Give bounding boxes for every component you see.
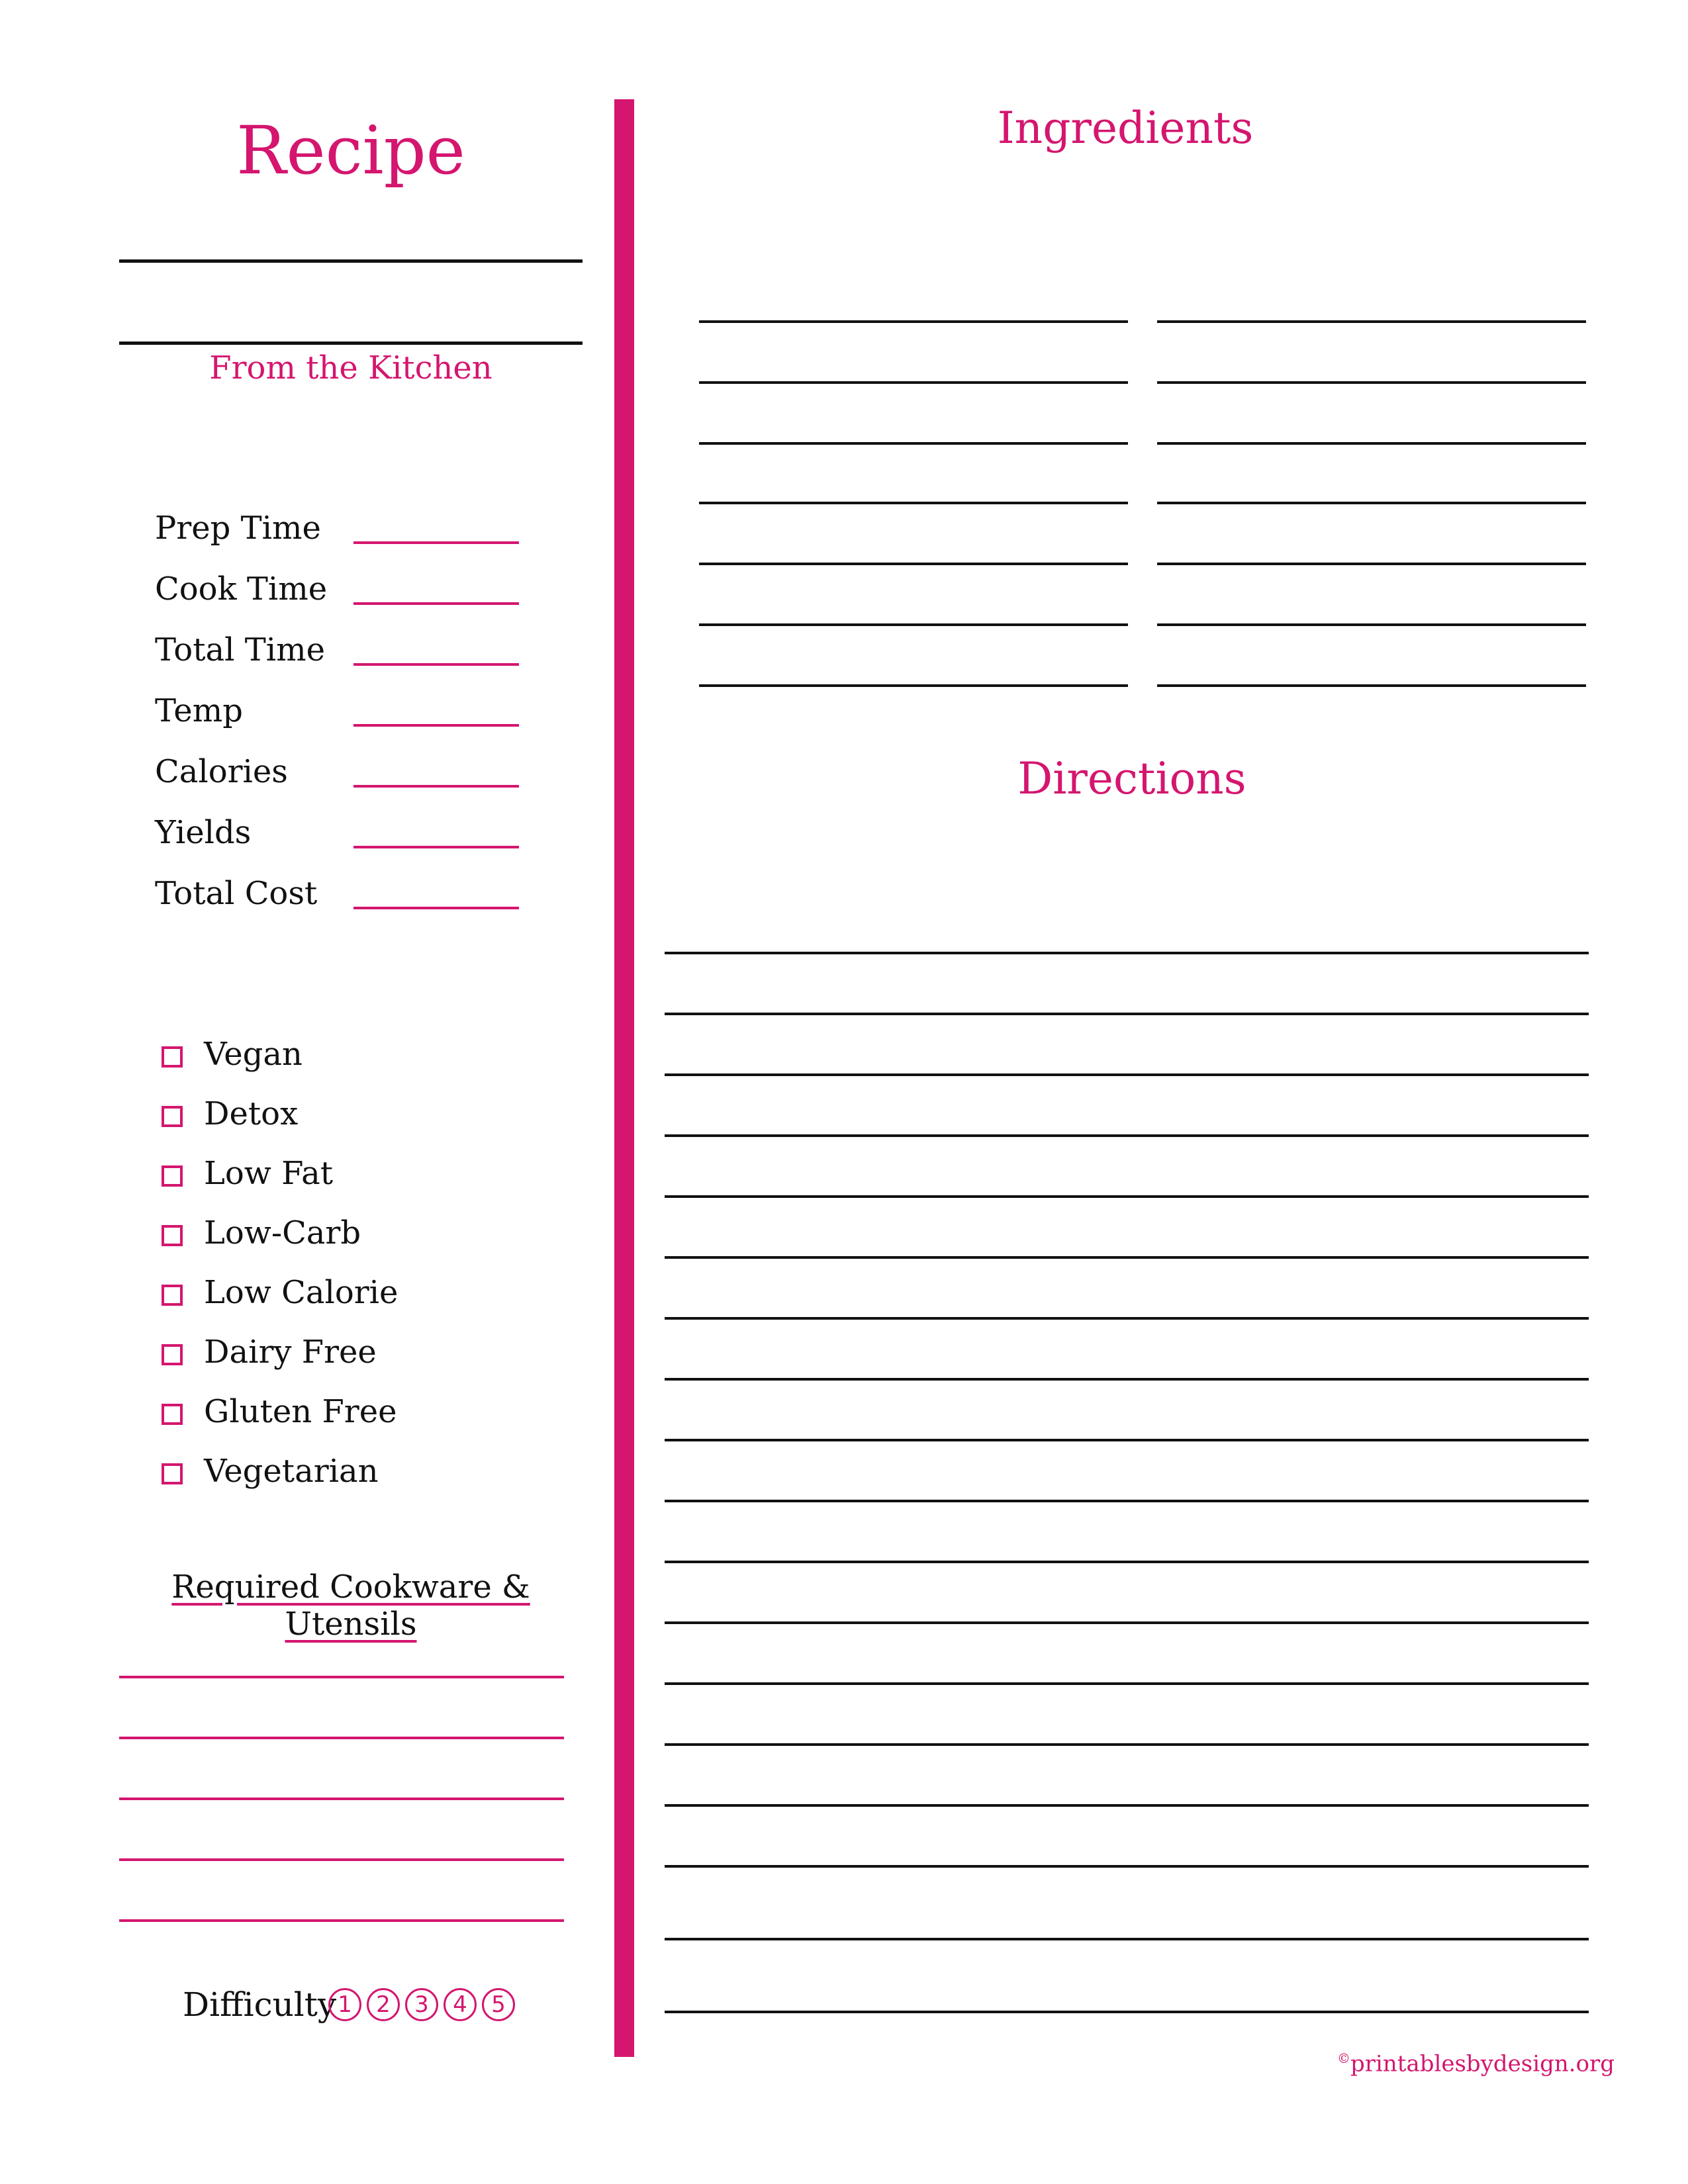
- direction-line[interactable]: [665, 1013, 1589, 1015]
- info-blank-line[interactable]: [353, 785, 519, 788]
- direction-line[interactable]: [665, 1134, 1589, 1137]
- direction-line[interactable]: [665, 1439, 1589, 1441]
- info-row-prep-time: [155, 510, 526, 549]
- info-label: Temp: [155, 692, 243, 729]
- ingredient-line[interactable]: [699, 502, 1128, 504]
- difficulty-level-3[interactable]: 3: [405, 1988, 438, 2021]
- credit-text: printablesbydesign.org: [1350, 2050, 1615, 2077]
- checkbox-icon[interactable]: [162, 1106, 183, 1127]
- ingredient-line[interactable]: [699, 442, 1128, 445]
- directions-heading: Directions: [1017, 753, 1246, 804]
- info-label: Yields: [155, 814, 252, 851]
- diet-label: Vegetarian: [204, 1453, 379, 1490]
- from-the-kitchen-label: From the Kitchen: [209, 349, 492, 387]
- difficulty-label: Difficulty: [183, 1985, 337, 2024]
- cookware-line[interactable]: [119, 1676, 564, 1678]
- diet-label: Low Calorie: [204, 1274, 399, 1311]
- direction-line[interactable]: [665, 1804, 1589, 1807]
- info-row-temp: [155, 692, 526, 732]
- checkbox-icon[interactable]: [162, 1046, 183, 1068]
- direction-line[interactable]: [665, 1682, 1589, 1685]
- info-label: Total Time: [155, 631, 325, 668]
- ingredient-line[interactable]: [1157, 320, 1586, 323]
- column-divider: [614, 99, 634, 2057]
- direction-line[interactable]: [665, 1621, 1589, 1624]
- difficulty-level-1[interactable]: 1: [328, 1988, 361, 2021]
- ingredient-line[interactable]: [1157, 563, 1586, 565]
- checkbox-icon[interactable]: [162, 1285, 183, 1306]
- direction-line[interactable]: [665, 1073, 1589, 1076]
- cookware-line[interactable]: [119, 1858, 564, 1861]
- cookware-line[interactable]: [119, 1919, 564, 1922]
- direction-line[interactable]: [665, 1561, 1589, 1563]
- ingredient-line[interactable]: [1157, 623, 1586, 626]
- ingredient-line[interactable]: [1157, 442, 1586, 445]
- diet-label: Detox: [204, 1095, 299, 1132]
- diet-label: Low Fat: [204, 1155, 334, 1192]
- checkbox-icon[interactable]: [162, 1463, 183, 1484]
- difficulty-options: [328, 1988, 515, 2021]
- diet-label: Low-Carb: [204, 1214, 361, 1251]
- direction-line[interactable]: [665, 1743, 1589, 1746]
- checkbox-icon[interactable]: [162, 1165, 183, 1187]
- copyright-mark: ©: [1337, 2050, 1350, 2066]
- cookware-line[interactable]: [119, 1797, 564, 1800]
- difficulty-level-2[interactable]: 2: [367, 1988, 400, 2021]
- info-blank-line[interactable]: [353, 663, 519, 666]
- ingredient-line[interactable]: [699, 623, 1128, 626]
- ingredient-line[interactable]: [699, 684, 1128, 687]
- info-row-calories: [155, 753, 526, 793]
- cookware-line[interactable]: [119, 1737, 564, 1739]
- info-blank-line[interactable]: [353, 907, 519, 909]
- recipe-name-line-1[interactable]: [119, 259, 583, 263]
- ingredient-line[interactable]: [1157, 502, 1586, 504]
- direction-line[interactable]: [665, 2011, 1589, 2013]
- diet-label: Gluten Free: [204, 1393, 397, 1430]
- direction-line[interactable]: [665, 1938, 1589, 1940]
- difficulty-level-5[interactable]: 5: [482, 1988, 515, 2021]
- checkbox-icon[interactable]: [162, 1225, 183, 1246]
- direction-line[interactable]: [665, 1195, 1589, 1198]
- cookware-heading: Required Cookware & Utensils: [171, 1569, 530, 1643]
- ingredient-line[interactable]: [699, 320, 1128, 323]
- info-label: Cook Time: [155, 570, 328, 608]
- diet-label: Dairy Free: [204, 1334, 377, 1371]
- direction-line[interactable]: [665, 1256, 1589, 1259]
- info-row-total-time: [155, 631, 526, 671]
- info-label: Total Cost: [155, 875, 318, 912]
- checkbox-icon[interactable]: [162, 1404, 183, 1425]
- info-row-cook-time: [155, 570, 526, 610]
- recipe-title: Recipe: [236, 112, 465, 189]
- ingredient-line[interactable]: [699, 381, 1128, 384]
- recipe-name-line-2[interactable]: [119, 341, 583, 345]
- info-blank-line[interactable]: [353, 602, 519, 605]
- info-blank-line[interactable]: [353, 846, 519, 848]
- checkbox-icon[interactable]: [162, 1344, 183, 1365]
- direction-line[interactable]: [665, 952, 1589, 954]
- ingredient-line[interactable]: [1157, 684, 1586, 687]
- diet-label: Vegan: [204, 1036, 303, 1073]
- ingredient-line[interactable]: [699, 563, 1128, 565]
- site-credit: [1337, 2050, 1615, 2077]
- direction-line[interactable]: [665, 1865, 1589, 1868]
- direction-line[interactable]: [665, 1317, 1589, 1320]
- info-blank-line[interactable]: [353, 724, 519, 727]
- info-row-yields: [155, 814, 526, 854]
- direction-line[interactable]: [665, 1378, 1589, 1381]
- ingredient-line[interactable]: [1157, 381, 1586, 384]
- direction-line[interactable]: [665, 1500, 1589, 1502]
- info-blank-line[interactable]: [353, 541, 519, 544]
- info-label: Prep Time: [155, 510, 321, 547]
- difficulty-level-4[interactable]: 4: [444, 1988, 477, 2021]
- info-row-total-cost: [155, 875, 526, 915]
- ingredients-heading: Ingredients: [997, 103, 1254, 154]
- info-label: Calories: [155, 753, 288, 790]
